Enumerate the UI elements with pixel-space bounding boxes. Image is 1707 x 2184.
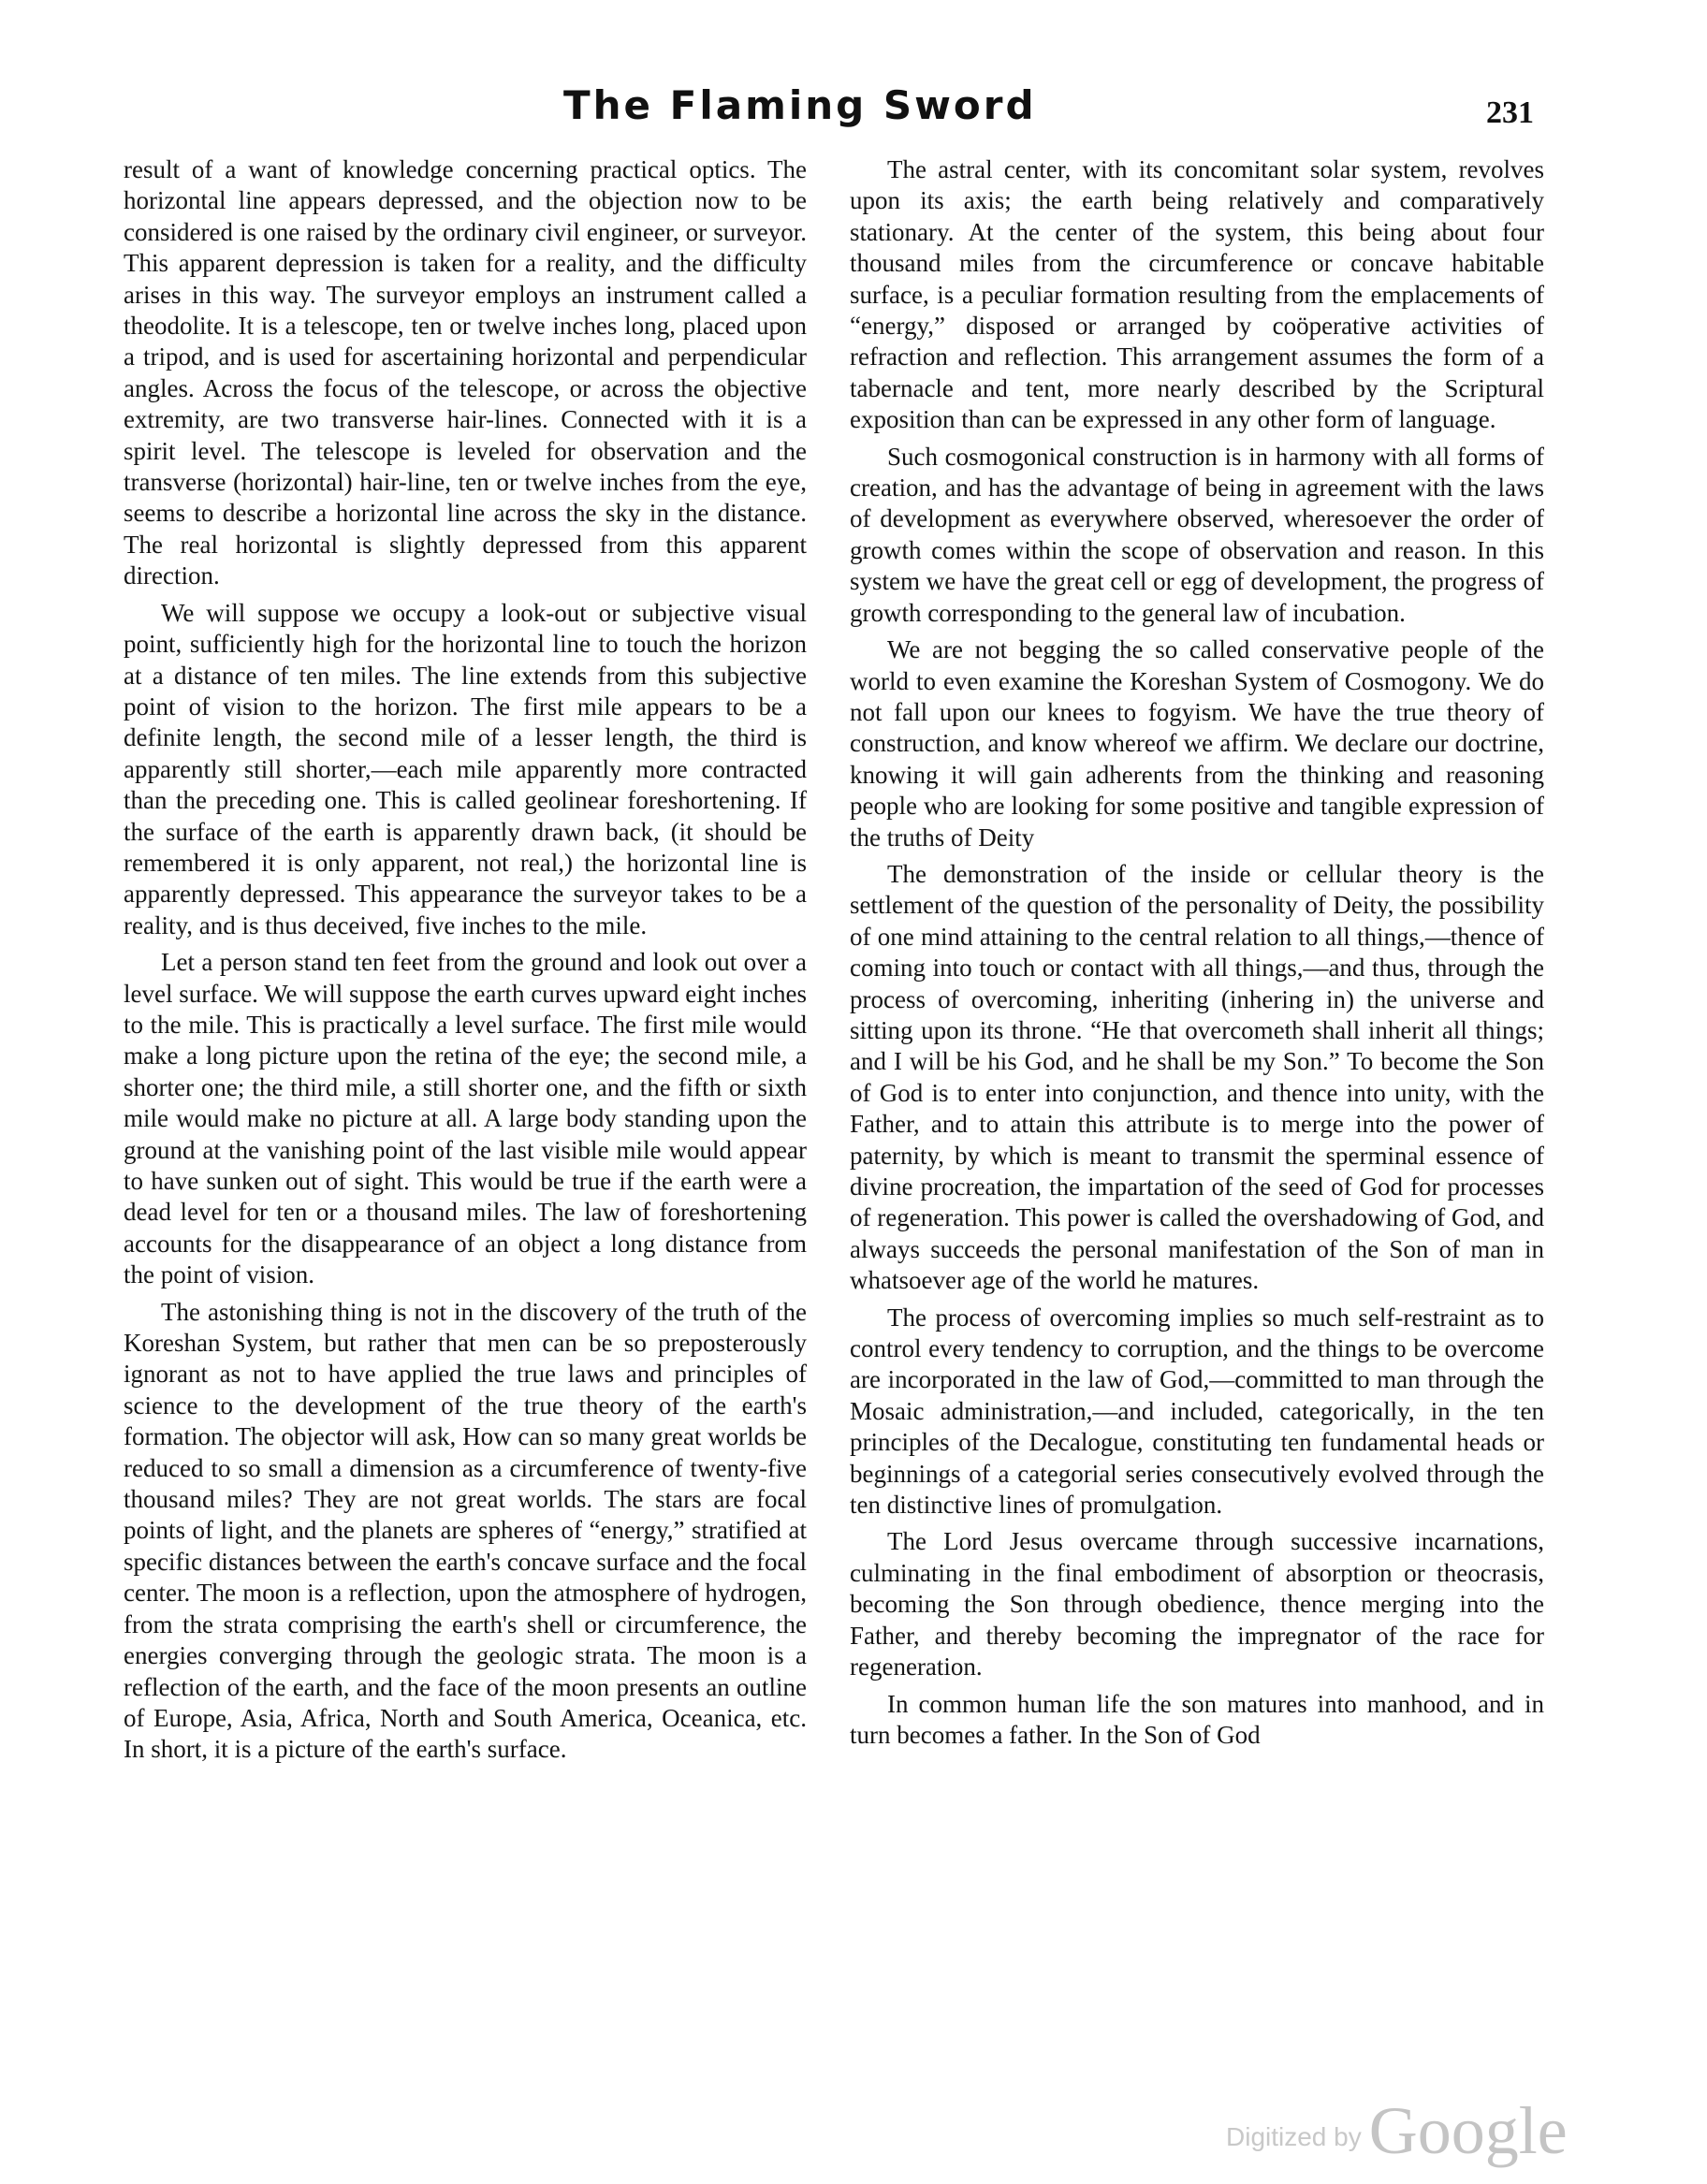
paragraph: result of a want of knowledge concerning practical optics. The horizontal line appears depressed, and the objection now to be considered is one raised by the ordinary civil engineer, or surveyor. This apparent depression is taken for a reality, and the difficulty arises in this way. The surveyor employs an instrument called a theodolite. It is a telescope, ten or twelve inches long, placed upon a tripod, and is used for ascertaining horizontal and perpendicular angles. Across the focus of the telescope, or across the objective extremity, are two transverse hair-lines. Connected with it is a spirit level. The telescope is leveled for observation and the transverse (horizontal) hair-line, ten or twelve inches from the eye, seems to describe a horizontal line across the sky in the distance. The real horizontal is slightly depressed from this apparent direction. [124,155,807,590]
paragraph: The astral center, with its concomitant solar system, revolves upon its axis; the earth being relatively and comparatively stationary. At the center of the system, this being about four thousand miles from the circumference or concave habitable surface, is a peculiar formation resulting from the emplacements of “energy,” disposed or arranged by coöperative activities of refraction and reflection. This arrangement assumes the form of a tabernacle and tent, more nearly described by the Scriptural exposition than can be expressed in any other form of language. [850,155,1544,434]
right-text-column [850,154,1544,1756]
paragraph: In common human life the son matures into manhood, and in turn becomes a father. In the Son of God [850,1689,1544,1749]
watermark-prefix: Digitized by [1226,2122,1362,2151]
left-text-column [124,154,807,1771]
digitization-watermark [1226,2092,1568,2170]
paragraph: The demonstration of the inside or cellular theory is the settlement of the question of the personality of Deity, the possibility of one mind attaining to the central relation to all things,—thence of coming into touch or contact with all things,—and thus, through the process of overcoming, inheriting (inhering in) the universe and sitting upon its throne. “He that overcometh shall inherit all things; and I will be his God, and he shall be my Son.” To become the Son of God is to enter into conjunction, and thence into unity, with the Father, and to attain this attribute is to merge into the power of paternity, by which is meant to transmit the sperminal essence of divine procreation, the impartation of the seed of God for processes of regeneration. This power is called the overshadowing of God, and always succeeds the personal manifestation of the Son of man in whatsoever age of the world he matures. [850,859,1544,1295]
paragraph: We are not begging the so called conservative people of the world to even examine the Koreshan System of Cosmogony. We do not fall upon our knees to fogyism. We have the true theory of construction, and know whereof we affirm. We declare our doctrine, knowing it will gain adherents from the thinking and reasoning people who are looking for some positive and tangible expression of the truths of Deity [850,635,1544,852]
paragraph: The Lord Jesus overcame through successive incarnations, culminating in the final embodiment of absorption or theocrasis, becoming the Son through obedience, thence merging into the Father, and thereby becoming the impregnator of the race for regeneration. [850,1527,1544,1682]
page-number: 231 [1486,95,1534,130]
paragraph: Such cosmogonical construction is in harmony with all forms of creation, and has the advantage of being in agreement with the laws of development as everywhere observed, wheresoever the order of growth comes within the scope of observation and reason. In this system we have the great cell or egg of development, the progress of growth corresponding to the general law of incubation. [850,442,1544,627]
paragraph: The astonishing thing is not in the discovery of the truth of the Koreshan System, but rather that men can be so preposterously ignorant as not to have applied the true laws and principles of science to the development of the true theory of the earth's formation. The objector will ask, How can so many great worlds be reduced to so small a dimension as a circumference of twenty-five thousand miles? They are not great worlds. The stars are focal points of light, and the planets are spheres of “energy,” stratified at specific distances between the earth's concave surface and the focal center. The moon is a reflection, upon the atmosphere of hydrogen, from the strata comprising the earth's shell or circumference, the energies converging through the geologic strata. The moon is a reflection of the earth, and the face of the moon presents an outline of Europe, Asia, Africa, North and South America, Oceanica, etc. In short, it is a picture of the earth's surface. [124,1297,807,1764]
paragraph: The process of overcoming implies so much self-restraint as to control every tendency to corruption, and the things to be overcome are incorporated in the law of God,—committed to man through the Mosaic administration,—and included, categorically, in the ten principles of the Decalogue, constituting ten fundamental heads or beginnings of a categorial series consecutively evolved through the ten distinctive lines of promulgation. [850,1303,1544,1520]
running-header-title: The Flaming Sword [563,82,1037,128]
paragraph: Let a person stand ten feet from the ground and look out over a level surface. We will suppose the earth curves upward eight inches to the mile. This is practically a level surface. The first mile would make a long picture upon the retina of the eye; the second mile, a shorter one; the third mile, a still shorter one, and the fifth or sixth mile would make no picture at all. A large body standing upon the ground at the vanishing point of the last visible mile would appear to have sunken out of sight. This would be true if the earth were a dead level for ten or a thousand miles. The law of foreshortening accounts for the disappearance of an object a long distance from the point of vision. [124,948,807,1289]
google-logo: Google [1368,2093,1568,2168]
paragraph: We will suppose we occupy a look-out or subjective visual point, sufficiently high for the horizontal line to touch the horizon at a distance of ten miles. The line extends from this subjective point of vision to the horizon. The first mile appears to be a definite length, the second mile of a lesser length, the third is apparently still shorter,—each mile apparently more contracted than the preceding one. This is called geolinear foreshortening. If the surface of the earth is apparently drawn back, (it should be remembered it is only apparent, not real,) the horizontal line is apparently depressed. This appearance the surveyor takes to be a reality, and is thus deceived, five inches to the mile. [124,598,807,939]
